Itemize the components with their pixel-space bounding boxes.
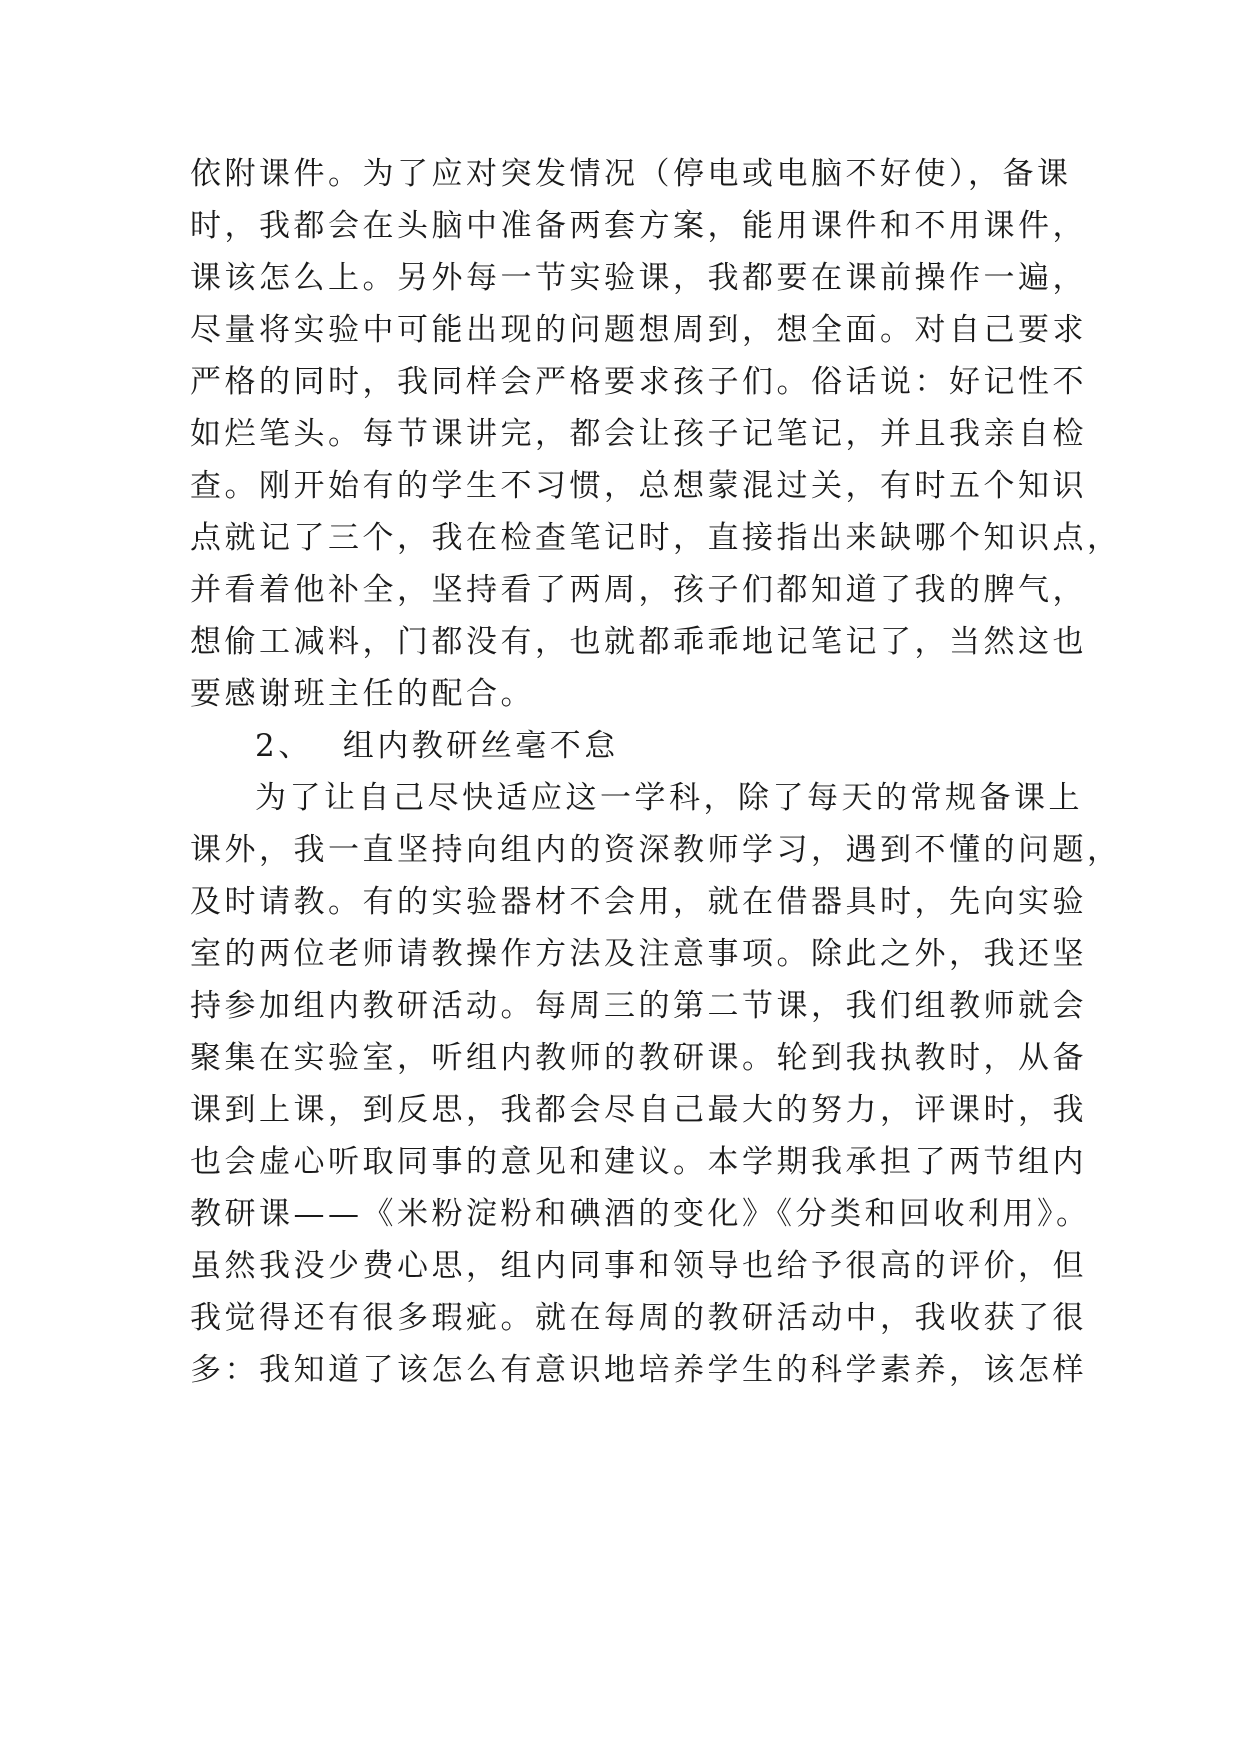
- paragraph-section2: [190, 772, 1122, 1396]
- text-line: 严格的同时，我同样会严格要求孩子们。俗话说：好记性不: [190, 364, 1087, 400]
- document-page: [190, 148, 1122, 1396]
- text-line: 依附课件。为了应对突发情况（停电或电脑不好使），备课: [190, 156, 1072, 192]
- text-line: 查。刚开始有的学生不习惯，总想蒙混过关，有时五个知识: [190, 468, 1087, 504]
- text-line: 教研课——《米粉淀粉和碘酒的变化》《分类和回收利用》。: [190, 1196, 1091, 1232]
- paragraph-continuation: [190, 148, 1122, 720]
- text-line: 要感谢班主任的配合。: [190, 676, 535, 712]
- text-line: 多：我知道了该怎么有意识地培养学生的科学素养，该怎样: [190, 1352, 1087, 1388]
- section-heading-number: 2、: [255, 728, 313, 764]
- text-line: 课外，我一直坚持向组内的资深教师学习，遇到不懂的问题，: [190, 832, 1122, 868]
- text-line: 课该怎么上。另外每一节实验课，我都要在课前操作一遍，: [190, 260, 1087, 296]
- section-heading: [190, 720, 1060, 772]
- text-line: 时，我都会在头脑中准备两套方案，能用课件和不用课件，: [190, 208, 1087, 244]
- text-line: 我觉得还有很多瑕疵。就在每周的教研活动中，我收获了很: [190, 1300, 1087, 1336]
- text-line: 虽然我没少费心思，组内同事和领导也给予很高的评价，但: [190, 1248, 1087, 1284]
- text-line: 想偷工减料，门都没有，也就都乖乖地记笔记了，当然这也: [190, 624, 1087, 660]
- text-line: 如烂笔头。每节课讲完，都会让孩子记笔记，并且我亲自检: [190, 416, 1087, 452]
- text-line: 持参加组内教研活动。每周三的第二节课，我们组教师就会: [190, 988, 1087, 1024]
- text-line: 尽量将实验中可能出现的问题想周到，想全面。对自己要求: [190, 312, 1087, 348]
- text-line: 课到上课，到反思，我都会尽自己最大的努力，评课时，我: [190, 1092, 1087, 1128]
- text-line: 也会虚心听取同事的意见和建议。本学期我承担了两节组内: [190, 1144, 1087, 1180]
- text-line: 并看着他补全，坚持看了两周，孩子们都知道了我的脾气，: [190, 572, 1087, 608]
- text-line: 及时请教。有的实验器材不会用，就在借器具时，先向实验: [190, 884, 1087, 920]
- text-line: 为了让自己尽快适应这一学科，除了每天的常规备课上: [255, 780, 1083, 816]
- section-heading-title: 组内教研丝毫不怠: [342, 728, 619, 764]
- text-line: 点就记了三个，我在检查笔记时，直接指出来缺哪个知识点，: [190, 520, 1122, 556]
- text-line: 聚集在实验室，听组内教师的教研课。轮到我执教时，从备: [190, 1040, 1087, 1076]
- text-line: 室的两位老师请教操作方法及注意事项。除此之外，我还坚: [190, 936, 1087, 972]
